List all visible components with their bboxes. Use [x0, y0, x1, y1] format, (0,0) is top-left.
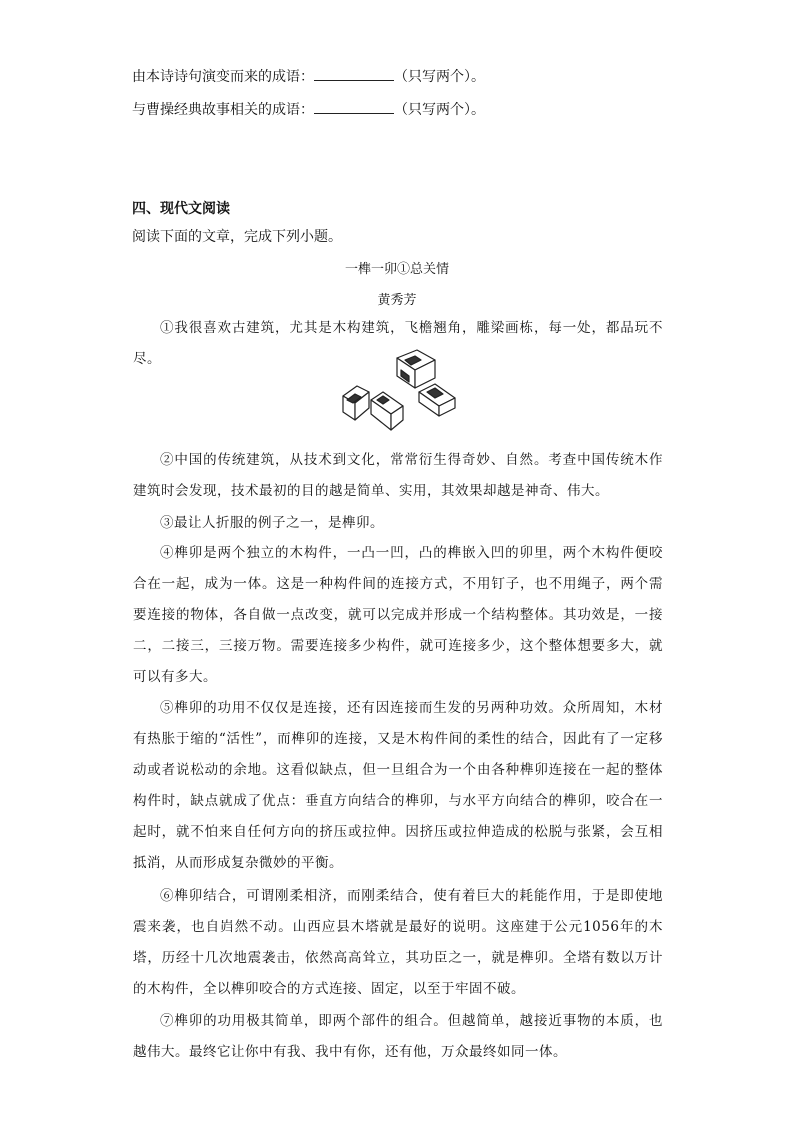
article-paragraph-1: ①我很喜欢古建筑，尤其是木构建筑，飞檐翘角，雕梁画栋，每一处，都品玩不尽。	[133, 320, 663, 367]
answer-blank[interactable]	[314, 101, 394, 114]
article-author: 黄秀芳	[377, 293, 417, 308]
article-paragraph-4: ④榫卯是两个独立的木构件，一凸一凹，凸的榫嵌入凹的卯里，两个木构件便咬合在一起，成为一体。这是一种构件间的连接方式，不用钉子，也不用绳子，两个需要连接的物体，各自做一点改变，就可以完成并形成一个结构整体。其功效是，一接二，二接三，三接万物。需要连接多少构件，就可连接多少，这个整体想要多大，就可以有多大。	[133, 545, 663, 685]
section-title: 四、现代文阅读	[132, 201, 230, 217]
joint-block-top	[397, 350, 435, 388]
article-title: 一榫一卯①总关情	[344, 262, 449, 277]
section-instruction: 阅读下面的文章，完成下列小题。	[132, 229, 342, 245]
question-idioms-cao-cao	[132, 99, 485, 119]
question-text: 与曹操经典故事相关的成语：	[132, 102, 314, 118]
article-paragraph-2: ②中国的传统建筑，从技术到文化，常常衍生得奇妙、自然。考查中国传统木作建筑时会发现，技术最初的目的越是简单、实用，其效果却越是神奇、伟大。	[133, 452, 663, 499]
question-text: 由本诗诗句演变而来的成语：	[132, 69, 314, 85]
question-suffix: （只写两个）。	[394, 69, 485, 85]
mortise-block-middle	[371, 392, 403, 430]
answer-blank[interactable]	[314, 68, 394, 81]
article-paragraph-3: ③最让人折服的例子之一，是榫卯。	[160, 515, 384, 531]
question-suffix: （只写两个）。	[394, 102, 485, 118]
joint-block-right	[419, 384, 455, 416]
question-idioms-from-poem	[132, 66, 485, 86]
article-paragraph-5: ⑤榫卯的功用不仅仅是连接，还有因连接而生发的另两种功效。众所周知，木材有热胀于缩的“活性”，而榫卯的连接，又是木构件间的柔性的结合，因此有了一定移动或者说松动的余地。这看似缺点，但一旦组合为一个由各种榫卯连接在一起的整体构件时，缺点就成了优点：垂直方向结合的榫卯，与水平方向结合的榫卯，咬合在一起时，就不怕来自任何方向的挤压或拉伸。因挤压或拉伸造成的松脱与张紧，会互相抵消，从而形成复杂微妙的平衡。	[133, 700, 663, 871]
article-paragraph-6: ⑥榫卯结合，可谓刚柔相济，而刚柔结合，使有着巨大的耗能作用，于是即使地震来袭，也自岿然不动。山西应县木塔就是最好的说明。这座建于公元1056年的木塔，历经十几次地震袭击，依然高高耸立，其功臣之一，就是榫卯。全塔有数以万计的木构件，全以榫卯咬合的方式连接、固定，以至于牢固不破。	[133, 888, 663, 997]
mortise-tenon-joint-illustration	[335, 348, 460, 438]
article-paragraph-7: ⑦榫卯的功用极其简单，即两个部件的组合。但越简单，越接近事物的本质，也越伟大。最终它让你中有我、我中有你，还有他，万众最终如同一体。	[133, 1013, 663, 1060]
tenon-block-left	[343, 386, 369, 420]
